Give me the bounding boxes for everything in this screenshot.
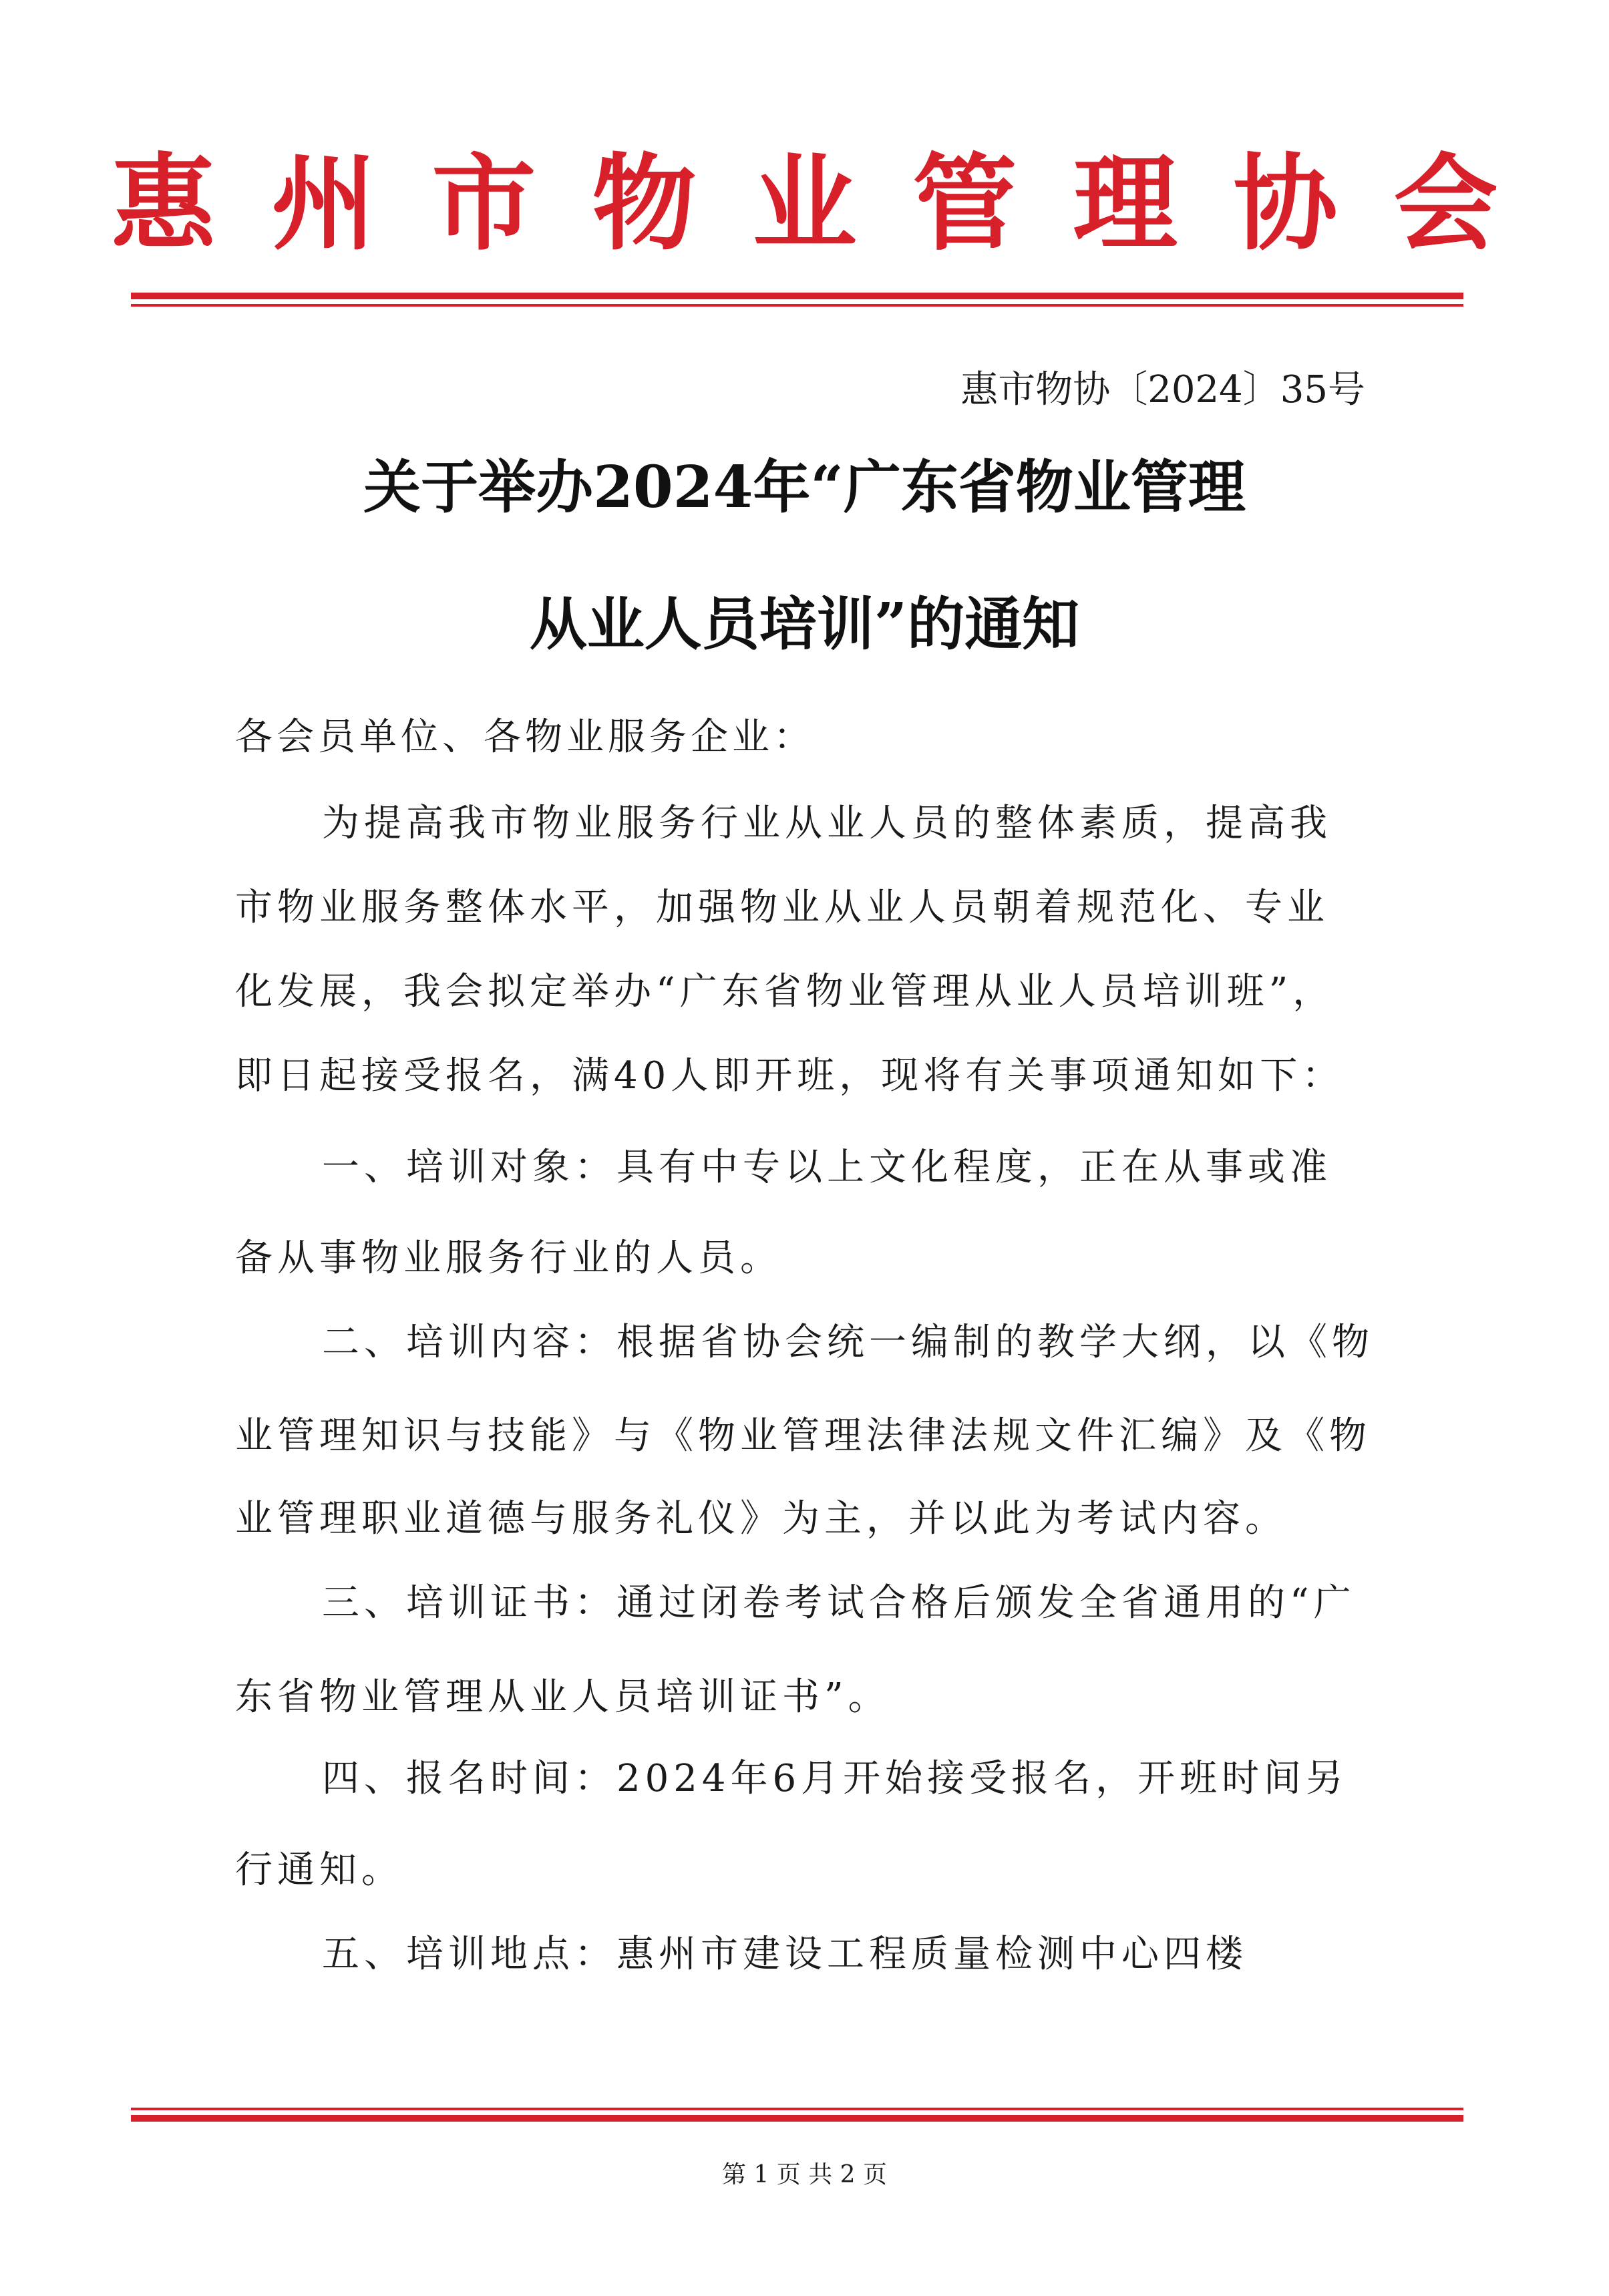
- salutation: 各会员单位、各物业服务企业：: [235, 715, 815, 759]
- body-line: 化发展，我会拟定举办“广东省物业管理从业人员培训班”，: [235, 970, 1335, 1013]
- body-line: 业管理知识与技能》与《物业管理法律法规文件汇编》及《物: [235, 1414, 1371, 1458]
- body-line: 业管理职业道德与服务礼仪》为主，并以此为考试内容。: [235, 1497, 1287, 1540]
- page-number: 第 1 页 共 2 页: [721, 2161, 888, 2188]
- body-line: 三、培训证书：通过闭卷考试合格后颁发全省通用的“广: [322, 1581, 1356, 1625]
- footer-rule-thin: [131, 2108, 1463, 2110]
- header-rule-thick: [131, 293, 1463, 299]
- header-rule-thin: [131, 304, 1463, 307]
- body-line: 东省物业管理从业人员培训证书”。: [235, 1675, 890, 1719]
- body-line: 二、培训内容：根据省协会统一编制的教学大纲，以《物: [322, 1321, 1374, 1364]
- body-line: 五、培训地点：惠州市建设工程质量检测中心四楼: [322, 1933, 1248, 1976]
- body-line: 行通知。: [235, 1848, 403, 1892]
- letterhead-org-name: 惠州市物业管理协会: [111, 143, 1554, 265]
- body-line: 即日起接受报名，满40人即开班，现将有关事项通知如下：: [235, 1054, 1345, 1098]
- body-line: 一、培训对象：具有中专以上文化程度，正在从事或准: [322, 1146, 1332, 1189]
- body-line: 为提高我市物业服务行业从业人员的整体素质，提高我: [322, 802, 1332, 845]
- body-line: 备从事物业服务行业的人员。: [235, 1237, 782, 1280]
- document-title-line-2: 从业人员培训”的通知: [529, 591, 1080, 658]
- footer-rule-thick: [131, 2115, 1463, 2122]
- body-line: 市物业服务整体水平，加强物业从业人员朝着规范化、专业: [235, 886, 1329, 929]
- document-title-line-1: 关于举办2024年“广东省物业管理: [363, 454, 1246, 521]
- body-line: 四、报名时间：2024年6月开始接受报名，开班时间另: [322, 1757, 1349, 1800]
- document-number: 惠市物协〔2024〕35号: [960, 368, 1365, 412]
